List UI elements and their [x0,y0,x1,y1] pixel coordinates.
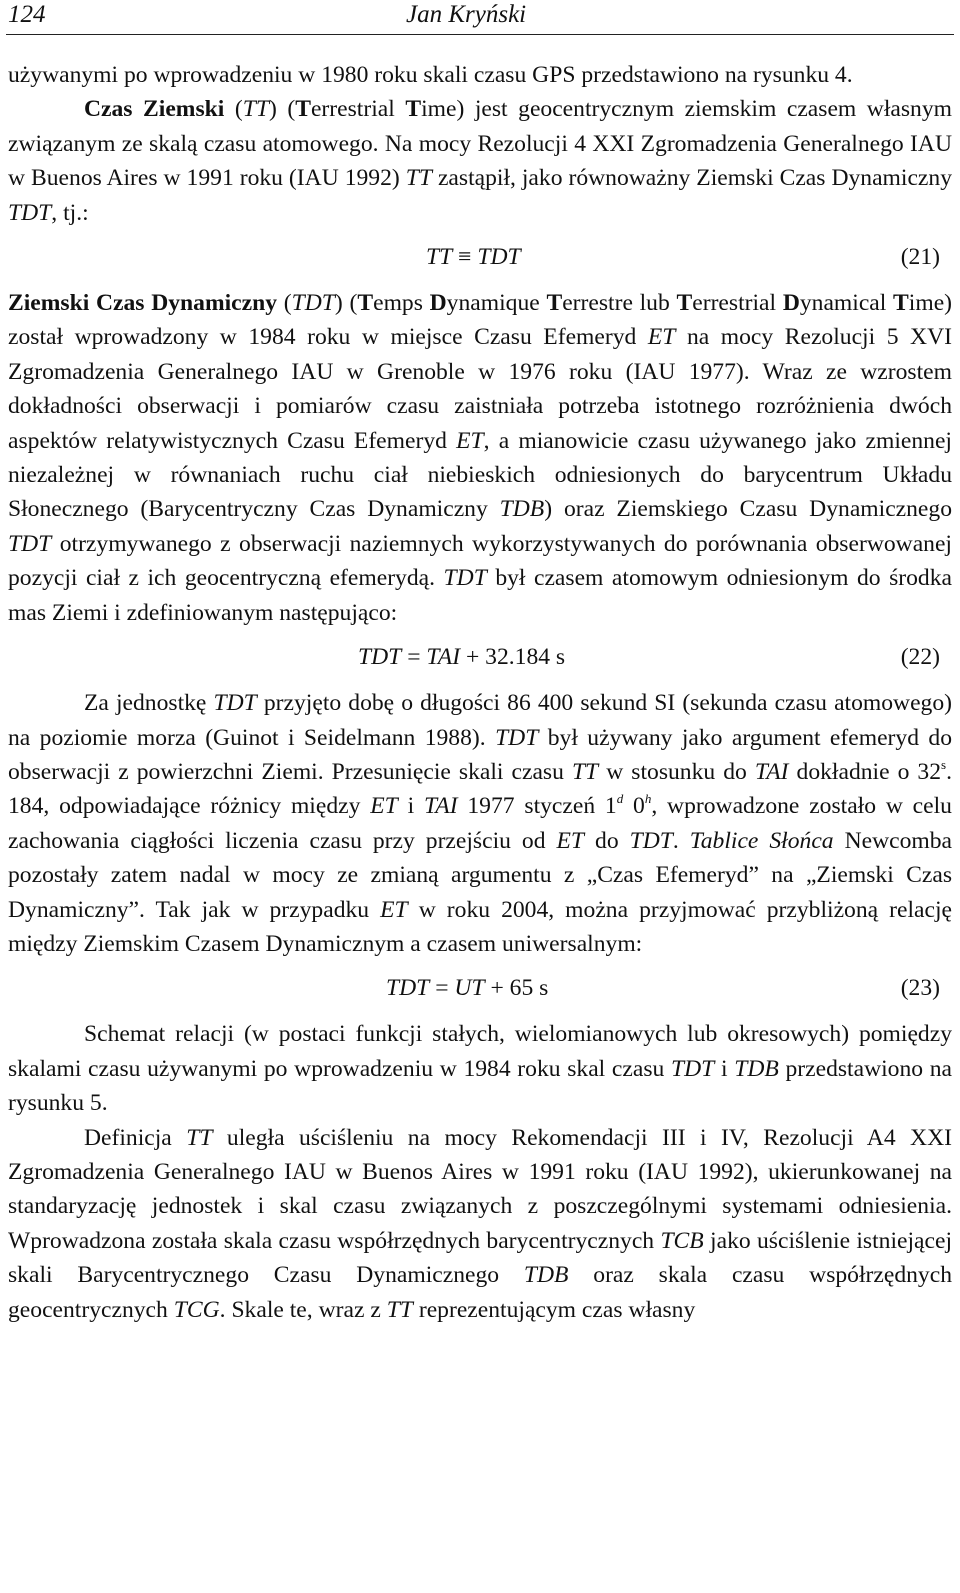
paragraph-1: używanymi po wprowadzeniu w 1980 roku skali czasu GPS przedstawiono na rysunku 4. [8,62,853,88]
equation-21-formula: TT ≡ TDT [426,244,521,271]
equation-23 [8,971,952,1009]
paragraph-2: Czas Ziemski (TT) (Terrestrial Time) jest geocentrycznym ziemskim czasem własnym związanym ze skalą czasu atomowego. Na mocy Rezolucji 4 XXI Zgromadzenia Generalnego IAU w Buenos Aires w 1991 roku (IAU 1992) TT zastąpił, jako równoważny Ziemski Czas Dynamiczny TDT, tj.: [8,96,952,226]
running-header [6,0,954,35]
running-author: Jan Kryński [406,1,527,28]
paragraph-5: Schemat relacji (w postaci funkcji stałych, wielomianowych lub okresowych) pomiędzy skalami czasu używanymi po wprowadzeniu w 1984 roku skal czasu TDT i TDB przedstawiono na rysunku 5. [8,1021,953,1117]
equation-22-number: (22) [900,644,940,671]
paragraph-4: Za jednostkę TDT przyjęto dobę o długości 86 400 sekund SI (sekunda czasu atomowego) na poziomie morza (Guinot i Seidelmann 1988). TDT był używany jako argument efemeryd do obserwacji z powierzchni Ziemi. Przesunięcie skali czasu TT w stosunku do TAI dokładnie o 32$^s$. 184, odpowiadające różnicy między ET i TAI 1977 styczeń 1$^d$ 0$^h$, wprowadzone zostało w celu zachowania ciągłości liczenia czasu przy przejściu od ET do TDT. Tablice Słońca Newcomba pozostały zatem nadal w mocy ze zmianą argumentu z „Czas Efemeryd” na „Ziemski Czas Dynamiczny”. Tak jak w przypadku ET w roku 2004, można przyjmować przybliżoną relację między Ziemskim Czasem Dynamicznym a czasem uniwersalnym: [8,690,953,957]
equation-22-formula: TDT = TAI + 32.184 s [358,644,566,671]
paragraph-6: Definicja TT uległa uściśleniu na mocy Rekomendacji III i IV, Rezolucji A4 XXI Zgromadzenia Generalnego IAU w Buenos Aires w 1991 roku (IAU 1992), ukierunkowanej na standaryzację jednostek i skal czasu związanych z poszczególnymi systemami odniesienia. Wprowadzona została skala czasu współrzędnych barycentrycznych TCB jako uściślenie istniejącej skali Barycentrycznego Czasu Dynamicznego TDB oraz skala czasu współrzędnych geocentrycznych TCG. Skale te, wraz z TT reprezentującym czas własny [8,1124,953,1323]
page-number: 124 [8,1,46,28]
equation-21-number: (21) [900,244,940,271]
equation-22 [8,640,952,678]
paragraph-3: Ziemski Czas Dynamiczny (TDT) (Temps Dynamique Terrestre lub Terrestrial Dynamical Time) został wprowadzony w 1984 roku w miejsce Czasu Efemeryd ET na mocy Rezolucji 5 XVI Zgromadzenia Generalnego IAU w Grenoble w 1976 roku (IAU 1977). Wraz ze wzrostem dokładności obserwacji i pomiarów czasu zaistniała potrzeba istotnego rozróżnienia dwóch aspektów relatywistycznych Czasu Efemeryd ET, a mianowicie czasu używanego jako zmiennej niezależnej w równaniach ruchu ciał niebieskich odniesionych do barycentrum Układu Słonecznego (Barycentryczny Czas Dynamiczny TDB) oraz Ziemskiego Czasu Dynamicznego TDT otrzymywanego z obserwacji naziemnych wykorzystywanych do porównania obserwowanej pozycji ciał z ich geocentryczną efemerydą. TDT był czasem atomowym odniesionym do środka mas Ziemi i zdefiniowanym następująco: [8,290,953,626]
body-text [8,58,952,1327]
equation-21 [8,240,952,278]
equation-23-number: (23) [900,975,940,1002]
equation-23-formula: TDT = UT + 65 s [386,975,549,1002]
